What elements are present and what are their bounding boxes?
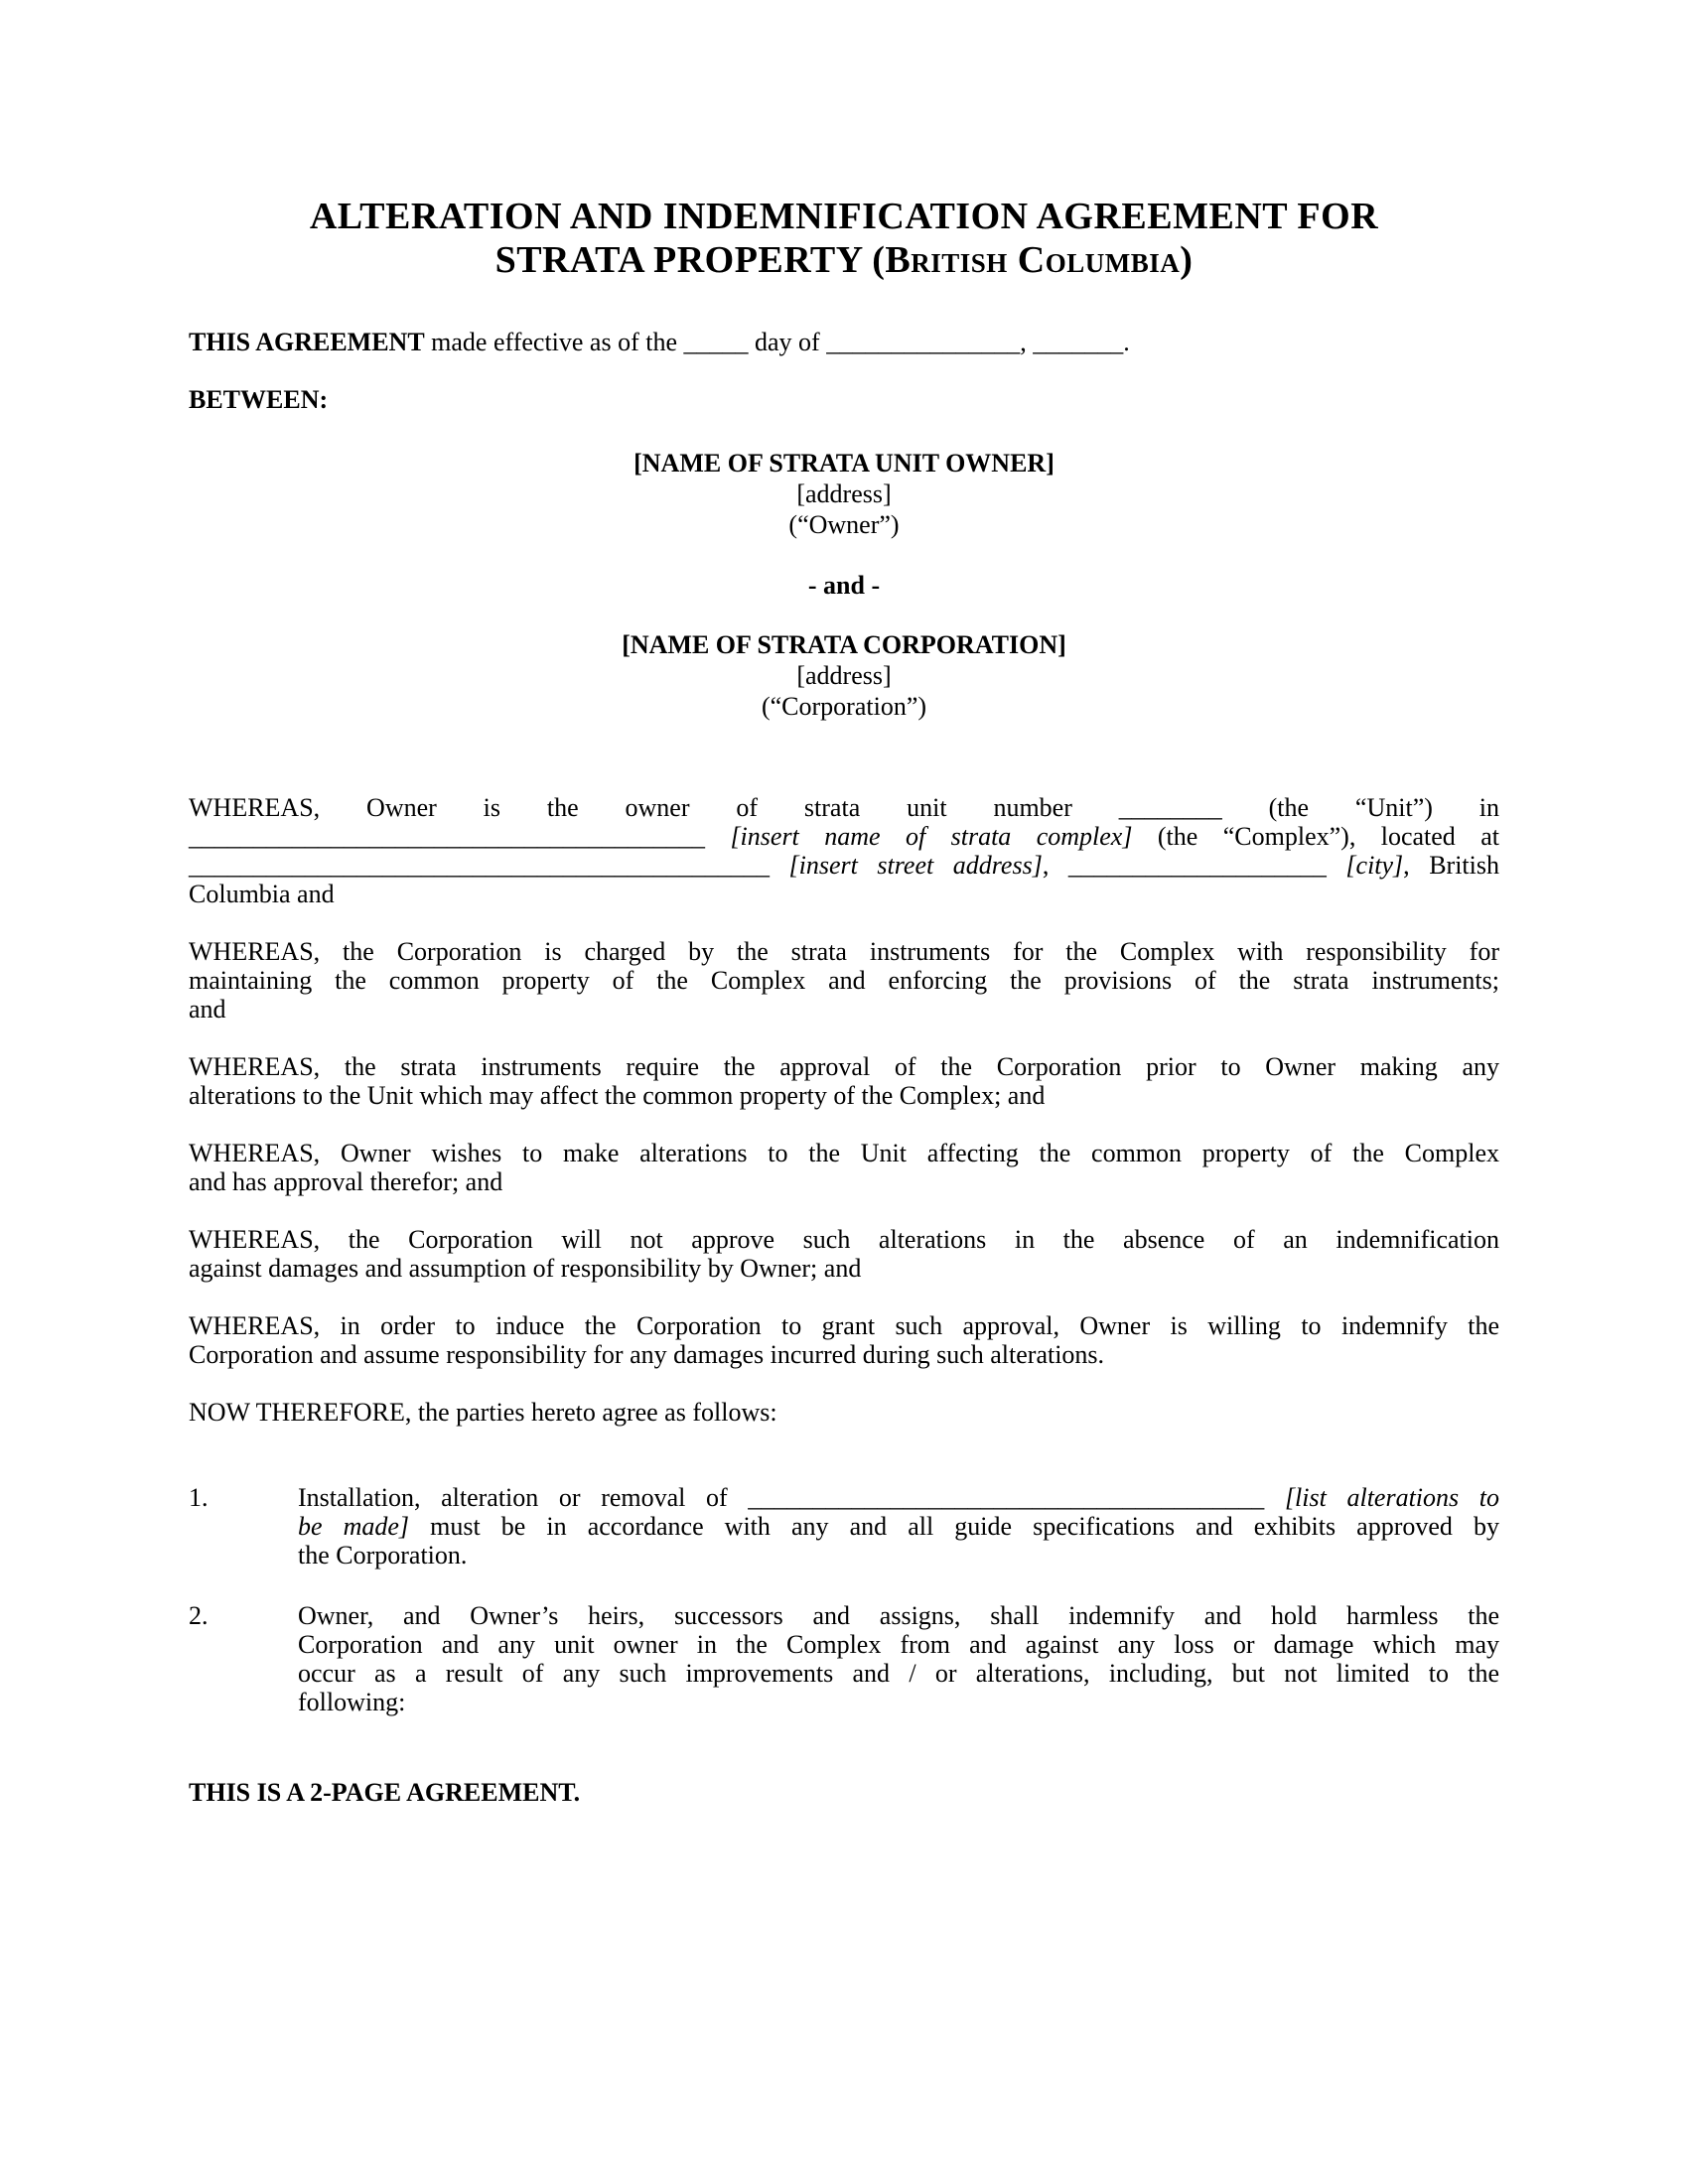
text-line: and bbox=[189, 995, 226, 1024]
party-owner-alias: (“Owner”) bbox=[788, 510, 900, 539]
text-line: NOW THEREFORE, the parties hereto agree as follows: bbox=[189, 1398, 777, 1427]
text-line: and has approval therefor; and bbox=[189, 1167, 503, 1196]
text-line: occur as a result of any such improvements and / or alterations, including, but not limited to the bbox=[298, 1659, 1499, 1688]
text-line: Installation, alteration or removal of ________________________________________ [list alterations to bbox=[298, 1483, 1499, 1512]
list-item bbox=[189, 1601, 1499, 1716]
list-item-number: 2. bbox=[189, 1601, 209, 1630]
text-line: against damages and assumption of responsibility by Owner; and bbox=[189, 1254, 862, 1283]
paragraph bbox=[189, 1052, 1499, 1110]
between-label: BETWEEN: bbox=[189, 385, 329, 414]
text-line: WHEREAS, Owner wishes to make alterations to the Unit affecting the common property of the Complex bbox=[189, 1139, 1499, 1167]
title-jurisdiction: British Columbia bbox=[885, 239, 1181, 281]
title-line-1: ALTERATION AND INDEMNIFICATION AGREEMENT FOR bbox=[309, 196, 1379, 237]
closing-line: THIS IS A 2-PAGE AGREEMENT. bbox=[189, 1778, 581, 1807]
text-line: WHEREAS, the Corporation will not approve such alterations in the absence of an indemnification bbox=[189, 1225, 1499, 1254]
text-line: Columbia and bbox=[189, 880, 335, 908]
paragraph bbox=[189, 1311, 1499, 1369]
paragraph bbox=[189, 1139, 1499, 1196]
text-line: maintaining the common property of the Complex and enforcing the provisions of the strata instruments; bbox=[189, 966, 1499, 995]
party-corporation-name: [NAME OF STRATA CORPORATION] bbox=[622, 630, 1066, 659]
text-line: _____________________________________________ [insert street address], ____________________ [city], British bbox=[189, 851, 1499, 880]
text-line: following: bbox=[298, 1688, 406, 1716]
text-line: WHEREAS, Owner is the owner of strata unit number ________ (the “Unit”) in bbox=[189, 793, 1499, 822]
title-line-2-suffix: ) bbox=[1180, 239, 1194, 281]
agreement-lead-in: THIS AGREEMENT bbox=[189, 328, 425, 356]
text-line: ________________________________________ [insert name of strata complex] (the “Complex”), located at bbox=[189, 822, 1500, 851]
list-item bbox=[189, 1483, 1499, 1570]
paragraph bbox=[189, 793, 1499, 908]
text-line: be made] must be in accordance with any and all guide specifications and exhibits approved by bbox=[298, 1512, 1499, 1541]
text-line: WHEREAS, the strata instruments require the approval of the Corporation prior to Owner making any bbox=[189, 1052, 1499, 1081]
effective-date-text: made effective as of the _____ day of _______________, _______. bbox=[424, 328, 1130, 356]
text-line: Owner, and Owner’s heirs, successors and assigns, shall indemnify and hold harmless the bbox=[298, 1601, 1499, 1630]
party-corporation-block bbox=[189, 629, 1499, 722]
document-title bbox=[189, 195, 1499, 282]
paragraph bbox=[189, 1225, 1499, 1283]
party-corporation-address: [address] bbox=[796, 661, 892, 690]
list-item-text bbox=[298, 1483, 1499, 1570]
text-line: Corporation and any unit owner in the Complex from and against any loss or damage which may bbox=[298, 1630, 1499, 1659]
title-line-2-prefix: STRATA PROPERTY ( bbox=[494, 239, 886, 281]
text-line: Corporation and assume responsibility for any damages incurred during such alterations. bbox=[189, 1340, 1105, 1369]
text-line: alterations to the Unit which may affect the common property of the Complex; and bbox=[189, 1081, 1046, 1110]
paragraph bbox=[189, 1398, 1499, 1427]
effective-date-line bbox=[189, 328, 1499, 356]
title-line-2 bbox=[189, 238, 1499, 282]
party-corporation-alias: (“Corporation”) bbox=[761, 692, 927, 721]
text-line: WHEREAS, in order to induce the Corporation to grant such approval, Owner is willing to indemnify the bbox=[189, 1311, 1499, 1340]
agreement-body bbox=[189, 793, 1499, 1716]
party-owner-address: [address] bbox=[796, 479, 892, 508]
party-owner-name: [NAME OF STRATA UNIT OWNER] bbox=[633, 449, 1055, 478]
party-owner-block bbox=[189, 448, 1499, 540]
paragraph bbox=[189, 937, 1499, 1024]
list-item-text bbox=[298, 1601, 1499, 1716]
text-line: WHEREAS, the Corporation is charged by the strata instruments for the Complex with responsibility for bbox=[189, 937, 1499, 966]
and-separator: - and - bbox=[807, 571, 881, 600]
list-item-number: 1. bbox=[189, 1483, 209, 1512]
text-line: the Corporation. bbox=[298, 1541, 468, 1570]
